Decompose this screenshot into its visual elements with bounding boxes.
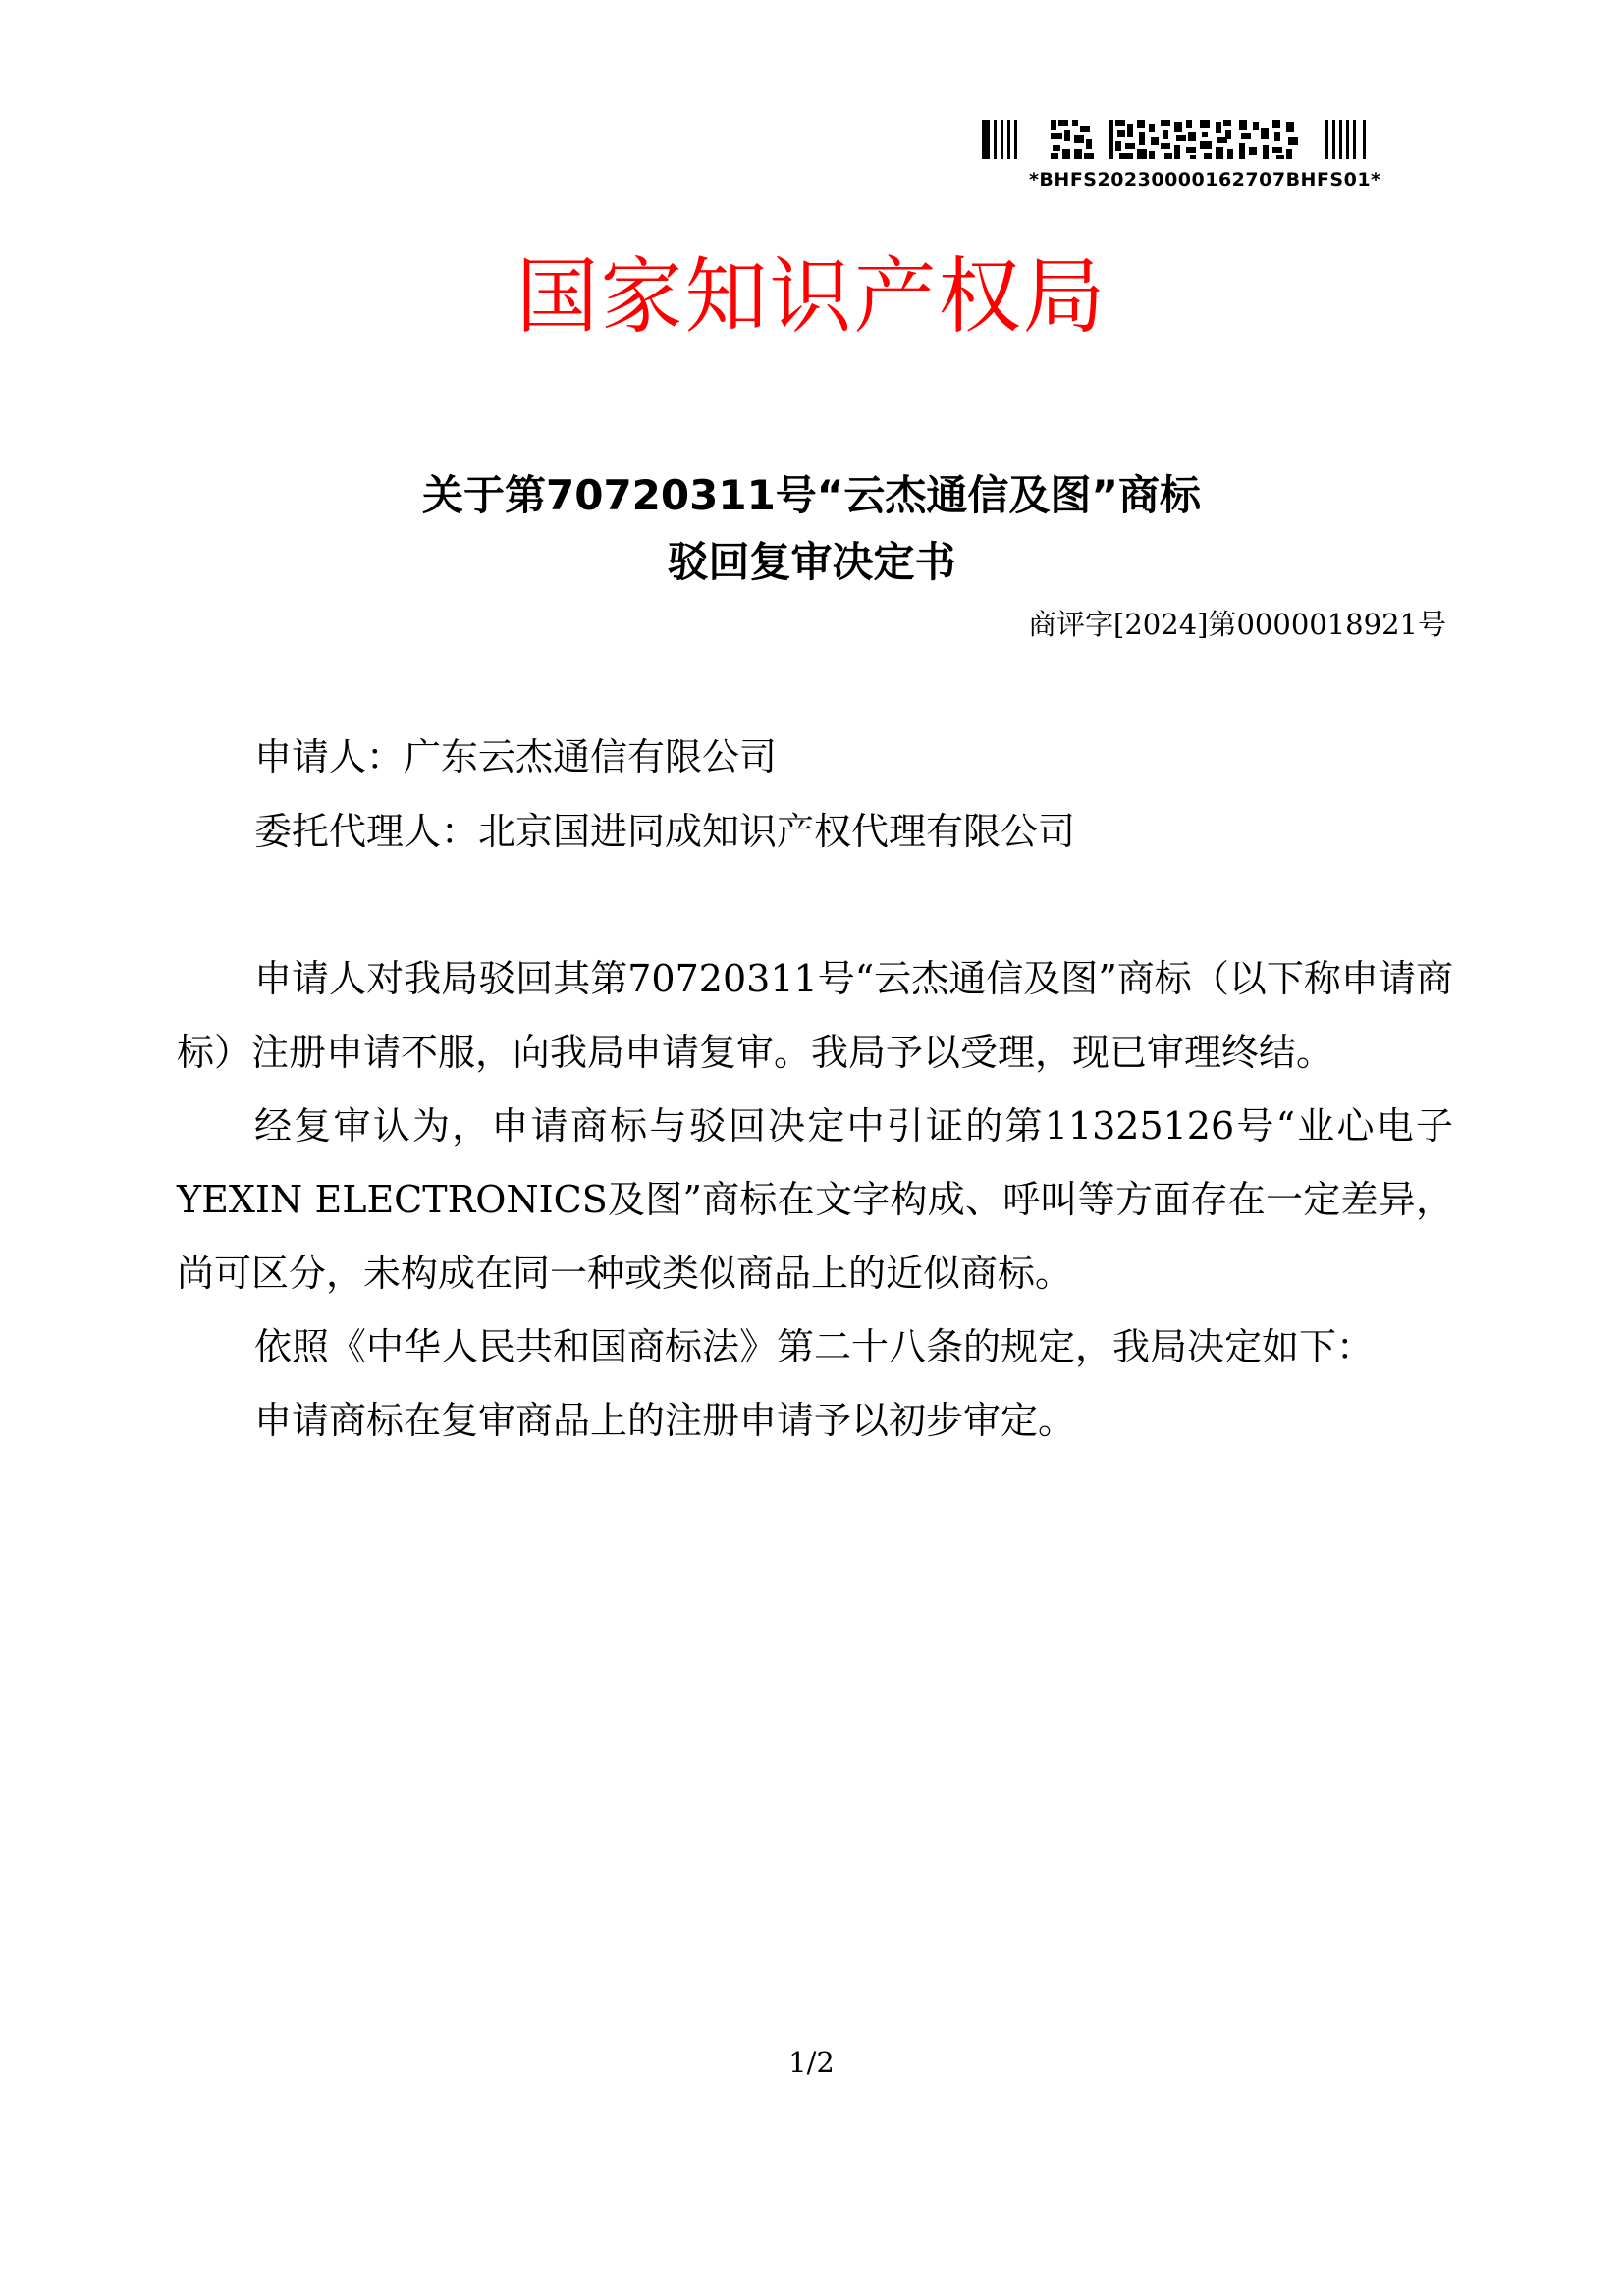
document-number: 商评字[2024]第0000018921号 bbox=[1028, 608, 1446, 641]
body-paragraph-1: 申请人对我局驳回其第70720311号“云杰通信及图”商标（以下称申请商标）注册申请不服，向我局申请复审。我局予以受理，现已审理终结。 bbox=[177, 957, 1453, 1074]
agency-header: 国家知识产权局 bbox=[515, 248, 1108, 345]
page-number: 1/2 bbox=[788, 2046, 835, 2079]
barcode-number: *BHFS20230000162707BHFS01* bbox=[1029, 169, 1381, 190]
document-title-line-2: 驳回复审决定书 bbox=[667, 538, 956, 586]
barcode-image bbox=[982, 116, 1384, 163]
body-paragraph-2: 经复审认为，申请商标与驳回决定中引证的第11325126号“业心电子YEXIN ELECTRONICS及图”商标在文字构成、呼叫等方面存在一定差异，尚可区分，未构成在同一种或类似商品上的近似商标。 bbox=[177, 1104, 1453, 1295]
agent-name: 北京国进同成知识产权代理有限公司 bbox=[478, 810, 1076, 853]
document-title-line-1: 关于第70720311号“云杰通信及图”商标 bbox=[422, 471, 1201, 519]
applicant-name: 广东云杰通信有限公司 bbox=[404, 735, 778, 778]
body-paragraph-3: 依照《中华人民共和国商标法》第二十八条的规定，我局决定如下： bbox=[254, 1325, 1375, 1368]
applicant-line bbox=[254, 732, 777, 781]
agent-label: 委托代理人： bbox=[254, 810, 479, 853]
agent-line bbox=[254, 807, 1075, 856]
applicant-label: 申请人： bbox=[254, 735, 405, 778]
document-barcode bbox=[982, 116, 1394, 194]
body-paragraph-4: 申请商标在复审商品上的注册申请予以初步审定。 bbox=[254, 1399, 1076, 1442]
